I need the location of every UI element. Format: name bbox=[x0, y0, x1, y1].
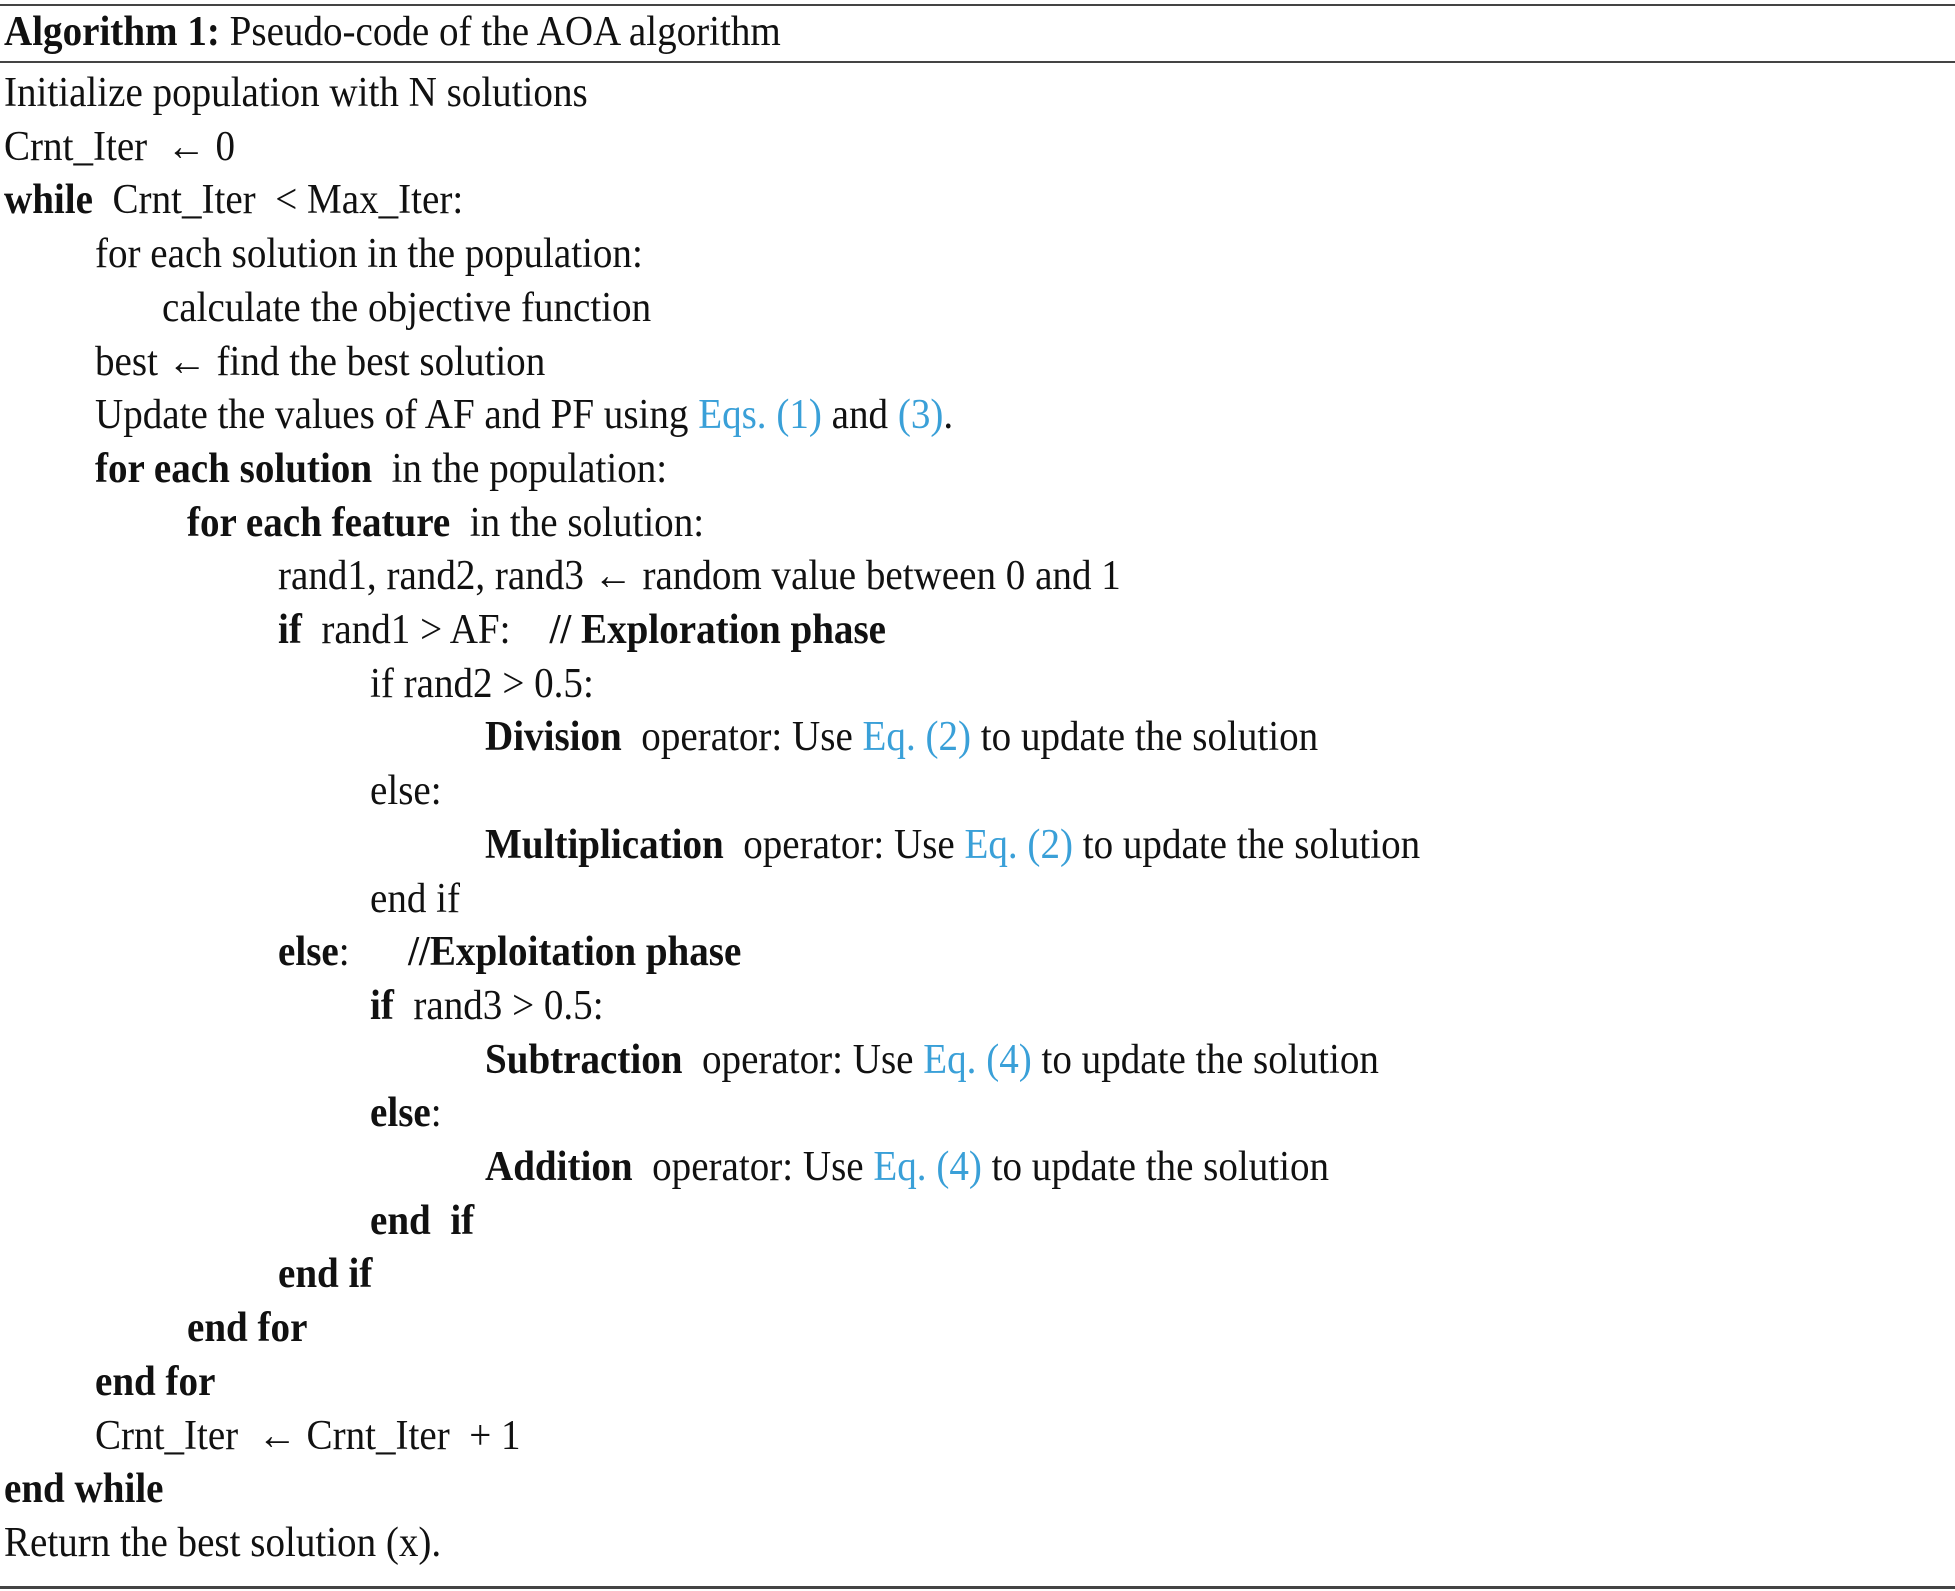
code-text: rand3 > 0.5: bbox=[393, 982, 604, 1029]
keyword: for each solution bbox=[95, 445, 373, 492]
pseudocode-line bbox=[4, 1462, 164, 1516]
pseudocode-line bbox=[278, 1247, 372, 1301]
keyword: Division bbox=[485, 714, 622, 761]
pseudocode-line bbox=[95, 442, 667, 496]
equation-link[interactable]: Eqs. (1) bbox=[698, 392, 822, 439]
code-text: operator: Use bbox=[621, 714, 863, 761]
pseudocode-line bbox=[485, 710, 1318, 764]
equation-link[interactable]: Eq. (2) bbox=[964, 821, 1073, 868]
code-text: to update the solution bbox=[1072, 821, 1421, 868]
code-text: and bbox=[821, 392, 898, 439]
pseudocode-line bbox=[162, 281, 651, 335]
keyword: end for bbox=[187, 1305, 308, 1352]
pseudocode-line bbox=[95, 388, 953, 442]
pseudocode-line bbox=[4, 120, 235, 174]
code-text: : bbox=[430, 1090, 442, 1137]
keyword: Addition bbox=[485, 1144, 633, 1190]
code-text: Crnt_Iter ← 0 bbox=[4, 123, 236, 170]
pseudocode-line bbox=[187, 1301, 307, 1355]
code-text: for each solution in the population: bbox=[95, 231, 643, 278]
pseudocode-line bbox=[4, 66, 588, 120]
bottom-rule bbox=[0, 1586, 1955, 1589]
keyword: end if bbox=[278, 1251, 373, 1298]
pseudocode-line bbox=[4, 173, 463, 227]
code-text: operator: Use bbox=[682, 1036, 924, 1083]
pseudocode-line bbox=[95, 1355, 215, 1409]
keyword: while bbox=[4, 177, 93, 224]
pseudocode-line bbox=[370, 1194, 474, 1248]
keyword: if bbox=[278, 607, 302, 653]
keyword: //Exploitation phase bbox=[408, 929, 742, 976]
code-text: if rand2 > 0.5: bbox=[370, 660, 594, 707]
pseudocode-line bbox=[278, 925, 741, 979]
pseudocode-line bbox=[485, 1140, 1329, 1194]
pseudocode-line bbox=[370, 657, 594, 711]
equation-link[interactable]: (3) bbox=[897, 392, 944, 439]
keyword: // Exploration phase bbox=[549, 607, 887, 653]
code-text: rand1, rand2, rand3 ← random value between 0 and 1 bbox=[278, 553, 1121, 600]
header-rule bbox=[0, 61, 1955, 63]
code-text: operator: Use bbox=[723, 821, 965, 868]
algorithm-label: Algorithm 1: bbox=[4, 9, 220, 55]
code-text: else: bbox=[370, 768, 442, 815]
pseudocode-line bbox=[370, 1086, 442, 1140]
keyword: for each feature bbox=[187, 499, 451, 546]
pseudocode-line bbox=[278, 549, 1121, 603]
pseudocode-line bbox=[4, 1516, 441, 1570]
code-text: to update the solution bbox=[971, 714, 1319, 761]
code-text: best ← find the best solution bbox=[95, 338, 546, 385]
keyword: if bbox=[370, 982, 394, 1029]
code-text: rand1 > AF: bbox=[301, 607, 550, 653]
code-text: in the solution: bbox=[450, 499, 705, 546]
code-text: Crnt_Iter < Max_Iter: bbox=[92, 177, 464, 224]
code-text: end if bbox=[370, 875, 461, 922]
keyword: end for bbox=[95, 1358, 216, 1405]
pseudocode-line bbox=[370, 872, 460, 926]
pseudocode-line bbox=[278, 603, 886, 657]
code-text: to update the solution bbox=[981, 1144, 1330, 1190]
pseudocode-line bbox=[370, 764, 442, 818]
keyword: else bbox=[370, 1090, 431, 1137]
keyword: Multiplication bbox=[485, 821, 724, 868]
pseudocode-line bbox=[485, 818, 1420, 872]
keyword: end while bbox=[4, 1466, 164, 1513]
equation-link[interactable]: Eq. (2) bbox=[862, 714, 972, 761]
code-text: Initialize population with N solutions bbox=[4, 70, 588, 116]
code-text: operator: Use bbox=[632, 1144, 874, 1190]
code-text: Update the values of AF and PF using bbox=[95, 392, 699, 439]
code-text: Crnt_Iter ← Crnt_Iter + 1 bbox=[95, 1412, 521, 1459]
equation-link[interactable]: Eq. (4) bbox=[923, 1036, 1032, 1083]
algorithm-title bbox=[4, 4, 781, 60]
code-text: : bbox=[338, 929, 409, 976]
code-text: . bbox=[943, 392, 954, 439]
code-text: in the population: bbox=[372, 445, 668, 492]
code-text: to update the solution bbox=[1031, 1036, 1379, 1083]
algorithm-caption: Pseudo-code of the AOA algorithm bbox=[229, 9, 781, 55]
keyword: else bbox=[278, 929, 339, 976]
code-text: Return the best solution (x). bbox=[4, 1519, 442, 1566]
equation-link[interactable]: Eq. (4) bbox=[873, 1144, 982, 1190]
code-text: calculate the objective function bbox=[162, 284, 652, 331]
pseudocode-line bbox=[95, 335, 545, 389]
pseudocode-line bbox=[485, 1033, 1379, 1087]
pseudocode-line bbox=[187, 496, 704, 550]
pseudocode-line bbox=[95, 227, 643, 281]
keyword: end if bbox=[370, 1197, 475, 1244]
pseudocode-line bbox=[95, 1409, 521, 1463]
keyword: Subtraction bbox=[485, 1036, 683, 1083]
pseudocode-line bbox=[370, 979, 604, 1033]
